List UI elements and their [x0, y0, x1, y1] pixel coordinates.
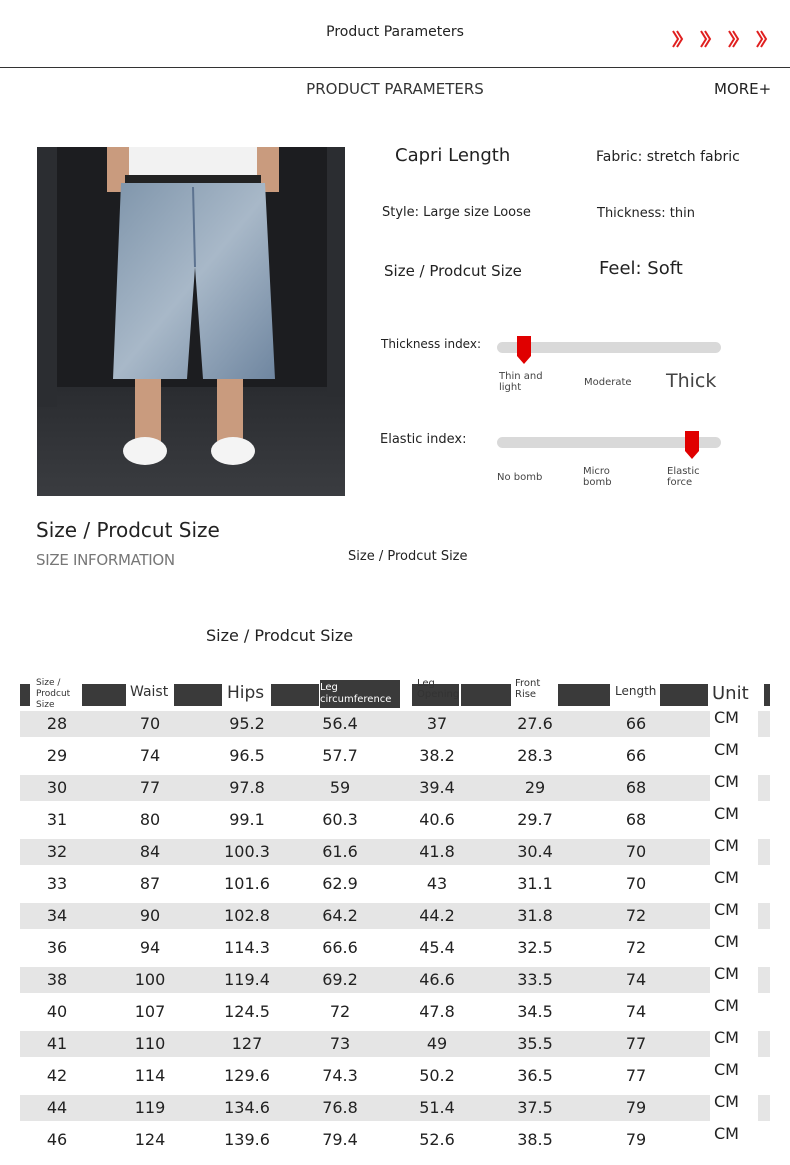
table-cell: CM: [714, 804, 739, 823]
table-cell: CM: [714, 900, 739, 919]
table-row: [20, 964, 770, 996]
table-row: [20, 708, 770, 740]
table-cell: 56.4: [322, 714, 358, 733]
table-cell: CM: [714, 1028, 739, 1047]
table-cell: 70: [625, 874, 647, 893]
table-cell: 46: [46, 1130, 68, 1149]
table-cell: 37: [426, 714, 448, 733]
table-cell: 28.3: [517, 746, 553, 765]
table-cell: CM: [714, 1060, 739, 1079]
table-cell: 66: [625, 714, 647, 733]
table-cell: 38.5: [517, 1130, 553, 1149]
table-cell: 72: [625, 906, 647, 925]
table-cell: 52.6: [419, 1130, 455, 1149]
table-cell: 31.1: [517, 874, 553, 893]
spec-feel: Feel: Soft: [599, 258, 683, 279]
double-chevron-right-icon: [756, 30, 768, 48]
header-divider-block: [20, 684, 30, 706]
table-cell: 47.8: [419, 1002, 455, 1021]
table-cell: 77: [139, 778, 161, 797]
header-hips: Hips: [227, 683, 265, 703]
double-chevron-right-icon: [672, 30, 684, 48]
table-row: [20, 1124, 770, 1156]
row-shade-edge: [758, 903, 770, 929]
table-cell: 36: [46, 938, 68, 957]
header-front-rise: Front Rise: [515, 678, 541, 700]
table-cell: 68: [625, 778, 647, 797]
table-cell: 29: [46, 746, 68, 765]
table-cell: 37.5: [517, 1098, 553, 1117]
table-cell: 39.4: [419, 778, 455, 797]
table-cell: 30.4: [517, 842, 553, 861]
double-chevron-right-icon: [700, 30, 712, 48]
table-cell: 119.4: [224, 970, 270, 989]
table-cell: 60.3: [322, 810, 358, 829]
table-cell: 34.5: [517, 1002, 553, 1021]
header-divider-block: [174, 684, 222, 706]
table-row: [20, 932, 770, 964]
table-cell: 50.2: [419, 1066, 455, 1085]
table-cell: 107: [134, 1002, 166, 1021]
table-cell: 97.8: [229, 778, 265, 797]
table-cell: 41.8: [419, 842, 455, 861]
size-information-label: SIZE INFORMATION: [36, 551, 175, 569]
table-row: [20, 772, 770, 804]
table-cell: 70: [139, 714, 161, 733]
table-cell: 124.5: [224, 1002, 270, 1021]
product-photo-graphic: [37, 147, 345, 496]
product-photo: [37, 147, 345, 496]
header-leg-circumference: Leg circumference: [320, 680, 400, 708]
table-cell: 33: [46, 874, 68, 893]
more-link[interactable]: MORE+: [714, 80, 772, 98]
header-unit: Unit: [712, 683, 749, 704]
header-divider-block: [82, 684, 126, 706]
table-cell: 40.6: [419, 810, 455, 829]
table-cell: 51.4: [419, 1098, 455, 1117]
table-cell: 61.6: [322, 842, 358, 861]
table-cell: CM: [714, 996, 739, 1015]
spec-length: Capri Length: [395, 145, 511, 166]
table-cell: 68: [625, 810, 647, 829]
table-cell: 32.5: [517, 938, 553, 957]
table-row: [20, 836, 770, 868]
double-chevron-right-icon: [728, 30, 740, 48]
table-cell: CM: [714, 868, 739, 887]
table-cell: 44.2: [419, 906, 455, 925]
header-divider-block: [558, 684, 610, 706]
spec-fabric: Fabric: stretch fabric: [596, 149, 740, 165]
header-divider: [0, 67, 790, 68]
table-cell: CM: [714, 772, 739, 791]
table-cell: 114: [134, 1066, 166, 1085]
elastic-marker: [685, 431, 699, 459]
table-cell: 84: [139, 842, 161, 861]
table-cell: CM: [714, 964, 739, 983]
header-divider-block: [271, 684, 319, 706]
table-cell: 101.6: [224, 874, 270, 893]
table-cell: 31.8: [517, 906, 553, 925]
table-cell: 41: [46, 1034, 68, 1053]
table-cell: CM: [714, 1092, 739, 1111]
table-cell: 114.3: [224, 938, 270, 957]
table-cell: 38.2: [419, 746, 455, 765]
table-cell: 64.2: [322, 906, 358, 925]
table-row: [20, 1028, 770, 1060]
thickness-tick-low: Thin and light: [499, 371, 543, 393]
table-cell: 28: [46, 714, 68, 733]
table-cell: 72: [329, 1002, 351, 1021]
table-cell: 74: [139, 746, 161, 765]
thickness-tick-high: Thick: [666, 370, 717, 392]
header-divider-block: [461, 684, 511, 706]
header-divider-block: [764, 684, 770, 706]
page-title: Product Parameters: [326, 24, 464, 40]
table-cell: CM: [714, 836, 739, 855]
section-title: PRODUCT PARAMETERS: [306, 80, 484, 98]
row-shade-edge: [758, 711, 770, 737]
table-row: [20, 996, 770, 1028]
spec-thickness: Thickness: thin: [597, 206, 695, 221]
table-cell: 73: [329, 1034, 351, 1053]
header-divider-block: [660, 684, 708, 706]
table-cell: 40: [46, 1002, 68, 1021]
table-cell: 46.6: [419, 970, 455, 989]
table-cell: 34: [46, 906, 68, 925]
table-cell: 70: [625, 842, 647, 861]
table-cell: 45.4: [419, 938, 455, 957]
table-cell: 94: [139, 938, 161, 957]
table-cell: 38: [46, 970, 68, 989]
table-cell: 36.5: [517, 1066, 553, 1085]
row-shade-edge: [758, 839, 770, 865]
size-table-caption: Size / Prodcut Size: [206, 626, 354, 645]
table-cell: CM: [714, 740, 739, 759]
table-cell: 77: [625, 1066, 647, 1085]
table-cell: 79: [625, 1098, 647, 1117]
table-cell: 66.6: [322, 938, 358, 957]
row-shade-edge: [758, 1031, 770, 1057]
table-cell: CM: [714, 1124, 739, 1143]
table-cell: 32: [46, 842, 68, 861]
table-row: [20, 1092, 770, 1124]
table-cell: 90: [139, 906, 161, 925]
table-cell: 27.6: [517, 714, 553, 733]
table-cell: 29.7: [517, 810, 553, 829]
size-table: [20, 680, 770, 1156]
table-cell: 102.8: [224, 906, 270, 925]
table-cell: 124: [134, 1130, 166, 1149]
table-cell: 100.3: [224, 842, 270, 861]
table-cell: 30: [46, 778, 68, 797]
table-cell: 74: [625, 1002, 647, 1021]
thickness-tick-mid: Moderate: [584, 377, 632, 388]
table-cell: 95.2: [229, 714, 265, 733]
table-cell: 74.3: [322, 1066, 358, 1085]
header-length: Length: [615, 684, 657, 698]
row-shade-edge: [758, 1095, 770, 1121]
size-table-header: [20, 680, 770, 708]
size-small-label: Size / Prodcut Size: [348, 549, 468, 564]
table-cell: CM: [714, 932, 739, 951]
table-cell: 100: [134, 970, 166, 989]
row-shade-edge: [758, 775, 770, 801]
table-row: [20, 868, 770, 900]
table-cell: 62.9: [322, 874, 358, 893]
spec-size: Size / Prodcut Size: [384, 262, 522, 280]
table-cell: 66: [625, 746, 647, 765]
size-table-body: [20, 708, 770, 1156]
table-cell: CM: [714, 708, 739, 727]
table-cell: 76.8: [322, 1098, 358, 1117]
table-cell: 110: [134, 1034, 166, 1053]
table-cell: 134.6: [224, 1098, 270, 1117]
table-cell: 129.6: [224, 1066, 270, 1085]
elastic-tick-high: Elastic force: [667, 466, 700, 488]
table-cell: 57.7: [322, 746, 358, 765]
table-cell: 42: [46, 1066, 68, 1085]
table-cell: 77: [625, 1034, 647, 1053]
table-row: [20, 740, 770, 772]
table-cell: 99.1: [229, 810, 265, 829]
table-cell: 79: [625, 1130, 647, 1149]
table-cell: 59: [329, 778, 351, 797]
header-leg-opening: Leg Opening: [417, 678, 460, 700]
thickness-index-label: Thickness index:: [381, 337, 481, 351]
table-cell: 79.4: [322, 1130, 358, 1149]
thickness-marker: [517, 336, 531, 364]
table-cell: 72: [625, 938, 647, 957]
table-row: [20, 804, 770, 836]
table-cell: 87: [139, 874, 161, 893]
table-row: [20, 900, 770, 932]
elastic-tick-mid: Micro bomb: [583, 466, 612, 488]
table-cell: 35.5: [517, 1034, 553, 1053]
row-shade-edge: [758, 967, 770, 993]
size-heading: Size / Prodcut Size: [36, 518, 220, 542]
table-cell: 139.6: [224, 1130, 270, 1149]
table-cell: 31: [46, 810, 68, 829]
table-cell: 119: [134, 1098, 166, 1117]
table-cell: 69.2: [322, 970, 358, 989]
table-row: [20, 1060, 770, 1092]
elastic-index-label: Elastic index:: [380, 432, 467, 447]
elastic-tick-low: No bomb: [497, 472, 543, 483]
table-cell: 43: [426, 874, 448, 893]
header-waist: Waist: [130, 684, 169, 700]
table-cell: 44: [46, 1098, 68, 1117]
table-cell: 127: [231, 1034, 263, 1053]
table-cell: 74: [625, 970, 647, 989]
table-cell: 33.5: [517, 970, 553, 989]
header-size: Size / Prodcut Size: [36, 678, 71, 710]
table-cell: 96.5: [229, 746, 265, 765]
table-cell: 80: [139, 810, 161, 829]
table-cell: 49: [426, 1034, 448, 1053]
spec-style: Style: Large size Loose: [382, 205, 531, 220]
table-cell: 29: [524, 778, 546, 797]
